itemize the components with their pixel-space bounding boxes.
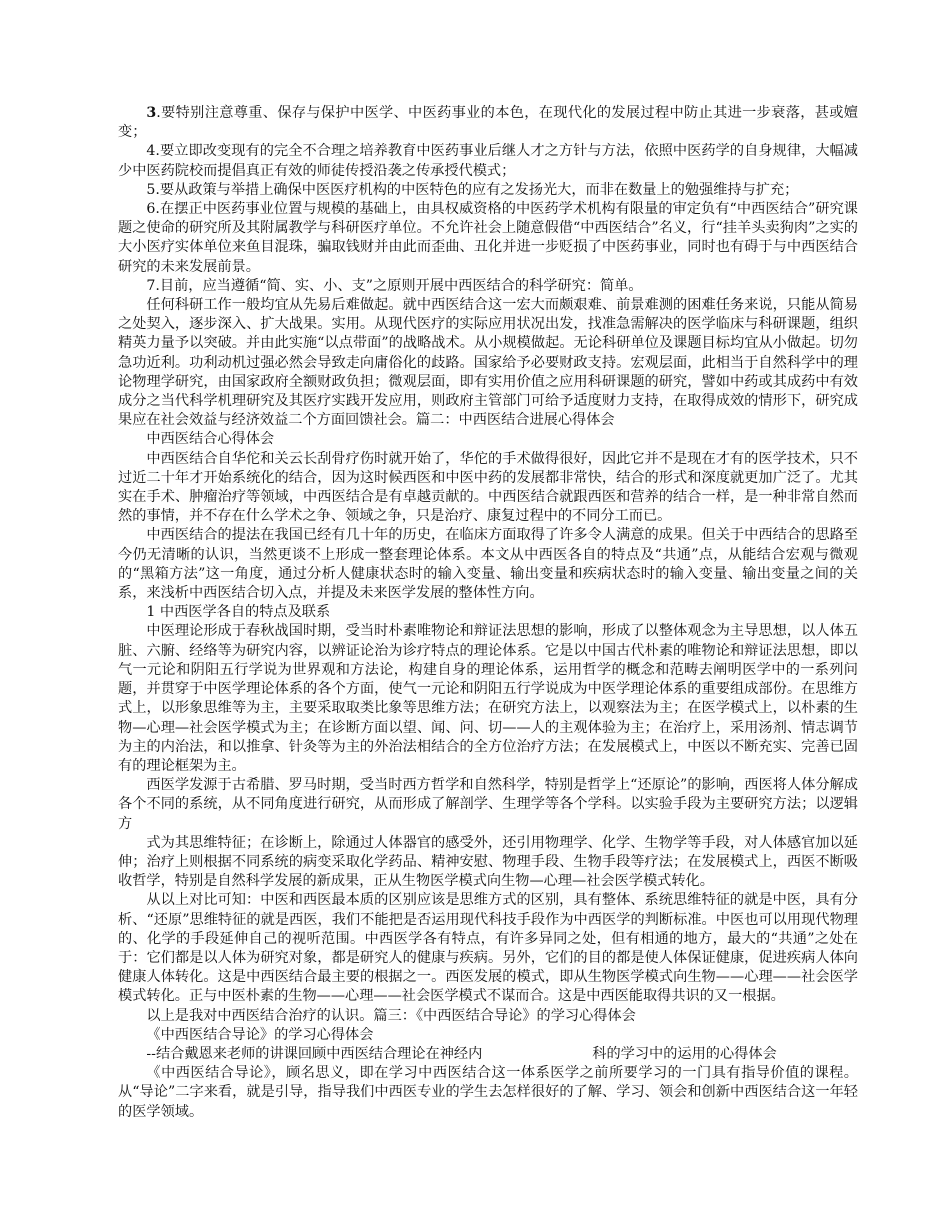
paragraph-item-5: 5.要从政策与举措上确保中医医疗机构的中医特色的应有之发扬光大，而非在数量上的勉强维持与扩充； bbox=[146, 181, 799, 198]
paragraph-western-medicine-cont: 式为其思维特征；在诊断上，除通过人体器官的感受外，还引用物理学、化学、生物学等手段，对人体感官加以延伸；治疗上则根据不同系统的病变采取化学药品、精神安慰、物理手段、生物手段等疗法；在发展模式上，西医不断吸收哲学，特别是自然科学发展的新成果，正从生物医学模式向生物—心理—社会医学模式转化。 bbox=[118, 834, 858, 890]
paragraph-item-7: 7.目前，应当遵循“简、实、小、支”之原则开展中西医结合的科学研究：简单。 bbox=[146, 277, 643, 294]
paragraph-comparison: 从以上对比可知：中医和西医最本质的区别应该是思维方式的区别，具有整体、系统思维特征的就是中医，具有分析、“还原”思维特征的就是西医，我们不能把是否运用现代科技手段作为中西医学的判断标准。中医也可以用现代物理的、化学的手段延伸自己的视听范围。中西医学各有特点，有许多异同之处，但有相通的地方，最大的“共通”之处在于：它们都是以人体为研究对象，都是研究人的健康与疾病。另外，它们的目的都是使人体保证健康，促进疾病人体向健康人体转化。这是中西医结合最主要的根据之一。西医发展的模式，即从生物医学模式向生物——心理——社会医学模式转化。正与中医朴素的生物——心理——社会医学模式不谋而合。这是中西医能取得共识的又一根据。 bbox=[118, 892, 858, 1005]
paragraph-item-6: 6.在摆正中医药事业位置与规模的基础上，由具权威资格的中医药学术机构有限量的审定负有“中西医结合”研究课题之使命的研究所及其附属教学与科研医疗单位。不允许社会上随意假借“中西医结合”名义，行“挂羊头卖狗肉”之实的大小医疗实体单位来鱼目混珠，骗取钱财并由此而歪曲、丑化并进一步贬损了中医药事业，同时也有碍于与中西医结合研究的未来发展前景。 bbox=[118, 201, 858, 275]
paragraph-history: 中西医结合自华佗和关云长刮骨疗伤时就开始了，华佗的手术做得很好，因此它并不是现在才有的医学技术，只不过近二十年才开始系统化的结合，因为这时候西医和中医中药的发展都非常快，结合的形式和深度就更加广泛了。尤其实在手术、肿瘤治疗等领域，中西医结合是有卓越贡献的。中西医结合就跟西医和营养的结合一样，是一种非常自然而然的事情，并不存在什么学术之争、领域之争，只是治疗、康复过程中的不同分工而已。 bbox=[118, 450, 858, 525]
section-heading-introduction: 《中西医结合导论》的学习心得体会 bbox=[146, 1026, 374, 1043]
subtitle-part-1: --结合戴恩来老师的讲课回顾中西医结合理论在神经内 bbox=[146, 1045, 483, 1062]
subtitle-part-2: 科的学习中的运用的心得体会 bbox=[592, 1045, 777, 1062]
subtitle-line bbox=[118, 1045, 858, 1064]
paragraph-tcm-theory: 中医理论形成于春秋战国时期，受当时朴素唯物论和辩证法思想的影响，形成了以整体观念为主导思想，以人体五脏、六腑、经络等为研究内容，以辨证论治为诊疗特点的理论体系。它是以中国古代朴素的唯物论和辩证法思想，即以气一元论和阴阳五行学说为世界观和方法论，构建自身的理论体系，运用哲学的概念和范畴去阐明医学中的一系列问题，并贯穿于中医学理论体系的各个方面，使气一元论和阴阳五行学说成为中医学理论体系的重要组成部份。在思维方式上，以形象思维等为主，主要采取取类比象等思维方法；在研究方法上，以观察法为主；在医学模式上，以朴素的生物—心理—社会医学模式为主；在诊断方面以望、闻、问、切——人的主观体验为主；在治疗上，采用汤剂、情志调节为主的内治法，和以推拿、针灸等为主的外治法相结合的全方位治疗方法；在发展模式上，中医以不断充实、完善已固有的理论框架为主。 bbox=[118, 623, 858, 774]
section-heading-experience: 中西医结合心得体会 bbox=[146, 431, 275, 448]
section-heading-features: 1 中西医学各自的特点及联系 bbox=[146, 604, 331, 621]
document-body bbox=[118, 104, 858, 1122]
paragraph-text: .要特别注意尊重、保存与保护中医学、中医药事业的本色，在现代化的发展过程中防止其进一步衰落，甚或嬗变； bbox=[118, 105, 858, 141]
paragraph-item-3 bbox=[118, 104, 858, 142]
paragraph-abstract: 中西医结合的提法在我国已经有几十年的历史，在临床方面取得了许多令人满意的成果。但关于中西结合的思路至今仍无清晰的认识，当然更谈不上形成一整套理论体系。本文从中西医各自的特点及“共通”点，从能结合宏观与微观的“黑箱方法”这一角度，通过分析人健康状态时的输入变量、输出变量和疾病状态时的输入变量、输出变量之间的关系，来浅析中西医结合切入点，并提及未来医学发展的整体性方向。 bbox=[118, 527, 858, 602]
paragraph-western-medicine: 西医学发源于古希腊、罗马时期，受当时西方哲学和自然科学，特别是哲学上“还原论”的影响，西医将人体分解成各个不同的系统，从不同角度进行研究，从而形成了解剖学、生理学等各个学科。以实验手段为主要研究方法；以逻辑方 bbox=[118, 777, 858, 832]
paragraph-conclusion: 以上是我对中西医结合治疗的认识。篇三：《中西医结合导论》的学习心得体会 bbox=[146, 1007, 636, 1024]
paragraph-research-principles: 任何科研工作一般均宜从先易后难做起。就中西医结合这一宏大而颇艰难、前景难测的困难任务来说，只能从简易之处契入，逐步深入、扩大战果。实用。从现代医疗的实际应用状况出发，找准急需解决的医学临床与科研课题，组织精英力量予以突破。并由此实施“以点带面”的战略战术。从小规模做起。无论科研单位及课题目标均宜从小做起。切勿急功近利。功利动机过强必然会导致走向庸俗化的歧路。国家给予必要财政支持。宏观层面，此相当于自然科学中的理论物理学研究，由国家政府全额财政负担；微观层面，即有实用价值之应用科研课题的研究，譬如中药或其成药中有效成分之当代科学机理研究及其医疗实践开发应用，则政府主管部门可给予适度财力支持，在取得成效的情形下，研究成果应在社会效益与经济效益二个方面回馈社会。篇二：中西医结合进展心得体会 bbox=[118, 297, 858, 429]
item-number: 3 bbox=[146, 105, 157, 121]
paragraph-introduction: 《中西医结合导论》，顾名思义，即在学习中西医结合这一体系医学之前所要学习的一门具有指导价值的课程。从“导论”二字来看，就是引导，指导我们中西医专业的学生去怎样很好的了解、学习、领会和创新中西医结合这一年轻的医学领域。 bbox=[118, 1065, 858, 1120]
paragraph-item-4: 4.要立即改变现有的完全不合理之培养教育中医药事业后继人才之方针与方法，依照中医药学的自身规律，大幅减少中医药院校而提倡真正有效的师徒传授沿袭之传承授代模式； bbox=[118, 143, 858, 179]
